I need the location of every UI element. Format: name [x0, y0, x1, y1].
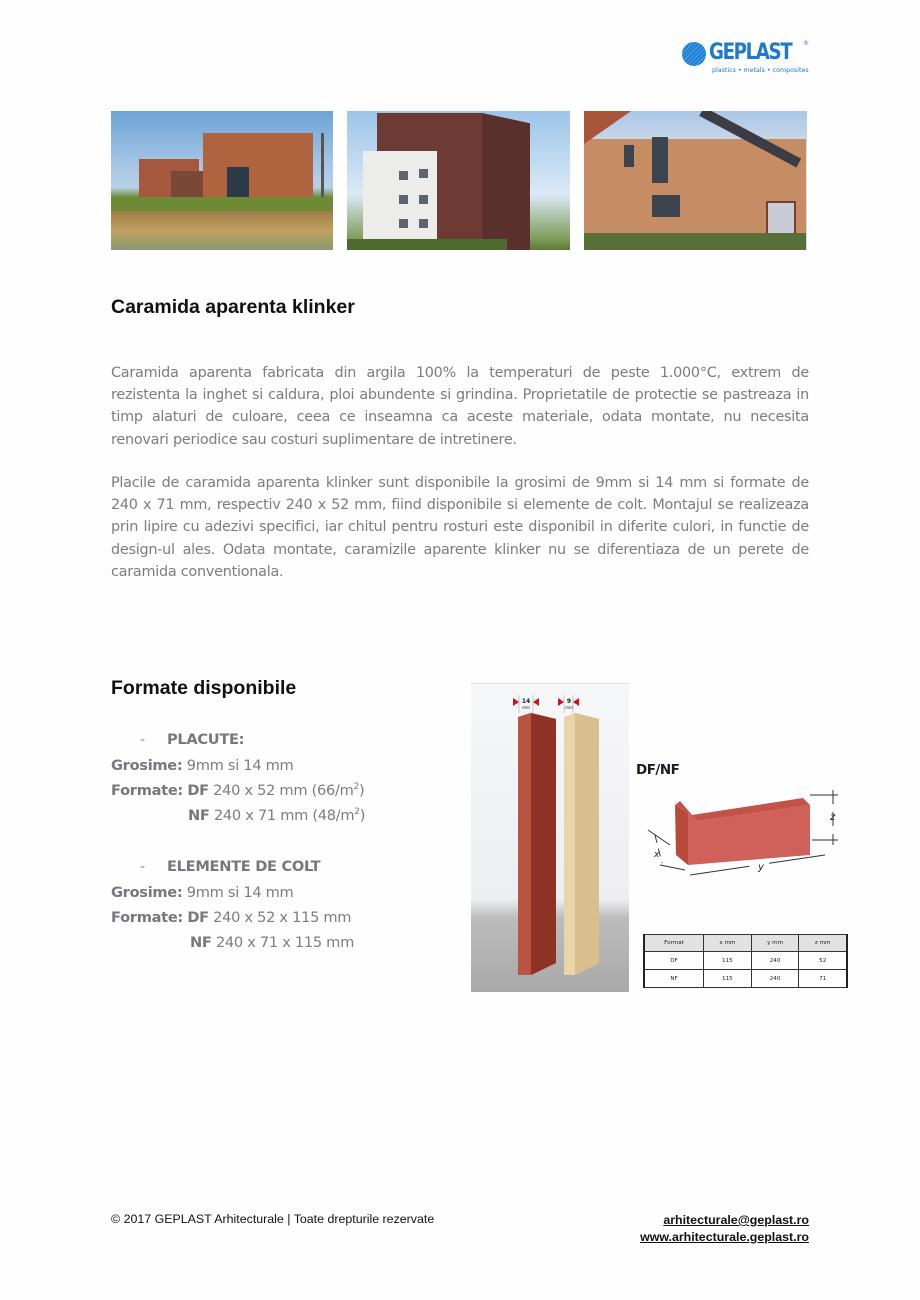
bullet-dash: - — [140, 732, 146, 748]
table-cell: DF — [644, 952, 704, 970]
corner-element-diagram — [640, 785, 845, 890]
colt-format-nf: NF 240 x 71 x 115 mm — [190, 934, 355, 951]
table-cell: 71 — [799, 970, 847, 988]
table-header-row — [644, 935, 847, 952]
colt-grosime: Grosime: 9mm si 14 mm — [111, 884, 294, 901]
corner-diagram-title: DF/NF — [636, 762, 680, 778]
table-row — [644, 952, 847, 970]
description-paragraph-1: Caramida aparenta fabricata din argila 100% la temperaturi de peste 1.000°C, extrem de rezistenta la inghet si caldura, ploi abundente si grindina. Proprietatile de protectie se pastreaza in timp alaturi de culoare, ceea ce inseamna ca aceste materiale, odata montate, nu necesita renovari periodice sau costuri suplimentare de intretinere. — [111, 365, 809, 448]
tile-thickness-illustration — [471, 683, 629, 992]
footer-contact — [640, 1212, 809, 1246]
svg-text:y: y — [758, 862, 764, 873]
geplast-logo — [680, 40, 810, 78]
placute-format-df: Formate: DF 240 x 52 mm $(66/m^2)$ — [111, 782, 365, 799]
section-title-formats: Formate disponibile — [111, 677, 297, 699]
table-cell: 52 — [799, 952, 847, 970]
group-heading-placute: PLACUTE: — [167, 731, 245, 748]
bullet-dash: - — [140, 859, 146, 875]
section-title-klinker: Caramida aparenta klinker — [111, 296, 355, 318]
dimension-table — [643, 934, 848, 988]
logo-globe-icon — [682, 42, 706, 66]
svg-text:9: 9 — [566, 698, 572, 705]
tile-thickness-figure — [471, 683, 629, 992]
photo-apartment-building — [347, 111, 570, 250]
colt-format-df: Formate: DF 240 x 52 x 115 mm — [111, 909, 352, 926]
svg-text:mm: mm — [565, 705, 573, 710]
column-header: Format — [644, 935, 704, 952]
group-heading-elemente-colt: ELEMENTE DE COLT — [167, 858, 321, 875]
svg-text:z: z — [830, 812, 836, 823]
column-header: x mm — [704, 935, 752, 952]
table-cell: 240 — [751, 952, 799, 970]
svg-text:x: x — [654, 850, 660, 860]
table-cell: 240 — [751, 970, 799, 988]
email-link[interactable]: arhitecturale@geplast.ro — [663, 1213, 809, 1227]
logo-brand: GEPLAST — [709, 40, 792, 65]
column-header: z mm — [799, 935, 847, 952]
svg-text:mm: mm — [522, 705, 530, 710]
svg-text:14: 14 — [521, 698, 531, 705]
footer-copyright: © 2017 GEPLAST Arhitecturale | Toate drepturile rezervate — [111, 1212, 435, 1226]
website-link[interactable]: www.arhitecturale.geplast.ro — [640, 1230, 809, 1244]
column-header: y mm — [751, 935, 799, 952]
logo-registered-mark: ® — [803, 40, 809, 47]
description-paragraph-2: Placile de caramida aparenta klinker sunt disponibile la grosimi de 9mm si 14 mm si formate de 240 x 71 mm, respectiv 240 x 52 mm, fiind disponibile si elemente de colt. Montajul se realizeaza prin lipire cu adezivi specifici, iar chitul pentru rosturi este disponibil in diferite culori, in functie de design-ul ales. Odata montate, caramizile aparente klinker nu se diferentiaza de un perete de caramida conventionala. — [111, 475, 809, 580]
logo-tagline: plastics • metals • composites — [712, 67, 809, 74]
photo-modern-house — [111, 111, 333, 250]
table-cell: NF — [644, 970, 704, 988]
table-row — [644, 970, 847, 988]
table-cell: 115 — [704, 952, 752, 970]
photo-residential-house — [584, 111, 807, 250]
table-cell: 115 — [704, 970, 752, 988]
placute-format-nf: NF 240 x 71 mm $(48/m^2)$ — [188, 807, 366, 824]
placute-grosime: Grosime: 9mm si 14 mm — [111, 757, 294, 774]
